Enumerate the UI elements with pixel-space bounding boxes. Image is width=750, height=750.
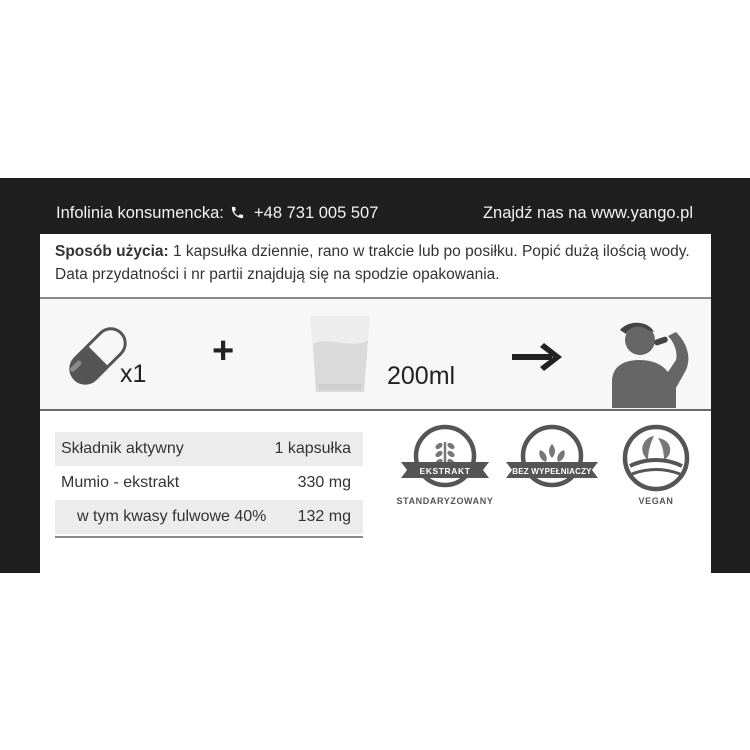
person-taking-pill-icon [606,316,698,408]
hotline-phone: +48 731 005 507 [254,204,379,222]
info-panel [40,234,711,573]
usage-instructions [55,240,700,286]
water-glass-icon [308,314,372,394]
usage-bold-label: Sposób użycia: [55,243,169,260]
extract-caption: STANDARYZOWANY [396,496,494,506]
table-bottom-rule [55,536,363,538]
ingredient-name: Mumio - ekstrakt [61,474,180,491]
usage-line-1-text: 1 kapsułka dziennie, rano w trakcie lub po posiłku. Popić dużą ilością wody. [168,243,690,260]
plus-sign: + [212,330,235,372]
table-row [55,432,363,466]
no-fillers-badge-icon [504,424,600,490]
hotline-label: Infolinia konsumencka: [56,204,224,222]
ingredient-name: Składnik aktywny [61,440,184,457]
ingredient-value: 1 kapsułka [274,440,351,457]
hotline [56,204,378,223]
water-amount: 200ml [387,362,456,390]
extract-ribbon-text: EKSTRAKT [419,466,471,476]
vegan-caption: VEGAN [638,496,674,506]
steps-divider [40,409,711,411]
arrow-right-icon [510,340,566,374]
ingredient-name: w tym kwasy fulwowe 40% [77,508,267,525]
ingredient-value: 132 mg [297,508,351,525]
capsule-count: x1 [120,360,147,388]
phone-icon [230,205,245,220]
usage-line-2: Data przydatności i nr partii znajdują się na spodzie opakowania. [55,266,500,283]
table-row [55,500,363,534]
website-text: Znajdź nas na www.yango.pl [482,204,693,222]
vegan-badge-icon [620,424,692,494]
no-fillers-ribbon-text: BEZ WYPEŁNIACZY [512,467,592,476]
usage-line-1 [55,240,700,263]
ingredients-table [55,432,363,538]
standardized-extract-badge-icon [397,424,493,490]
table-row [55,466,363,500]
contact-bar [40,178,711,234]
ingredient-value: 330 mg [297,474,351,491]
